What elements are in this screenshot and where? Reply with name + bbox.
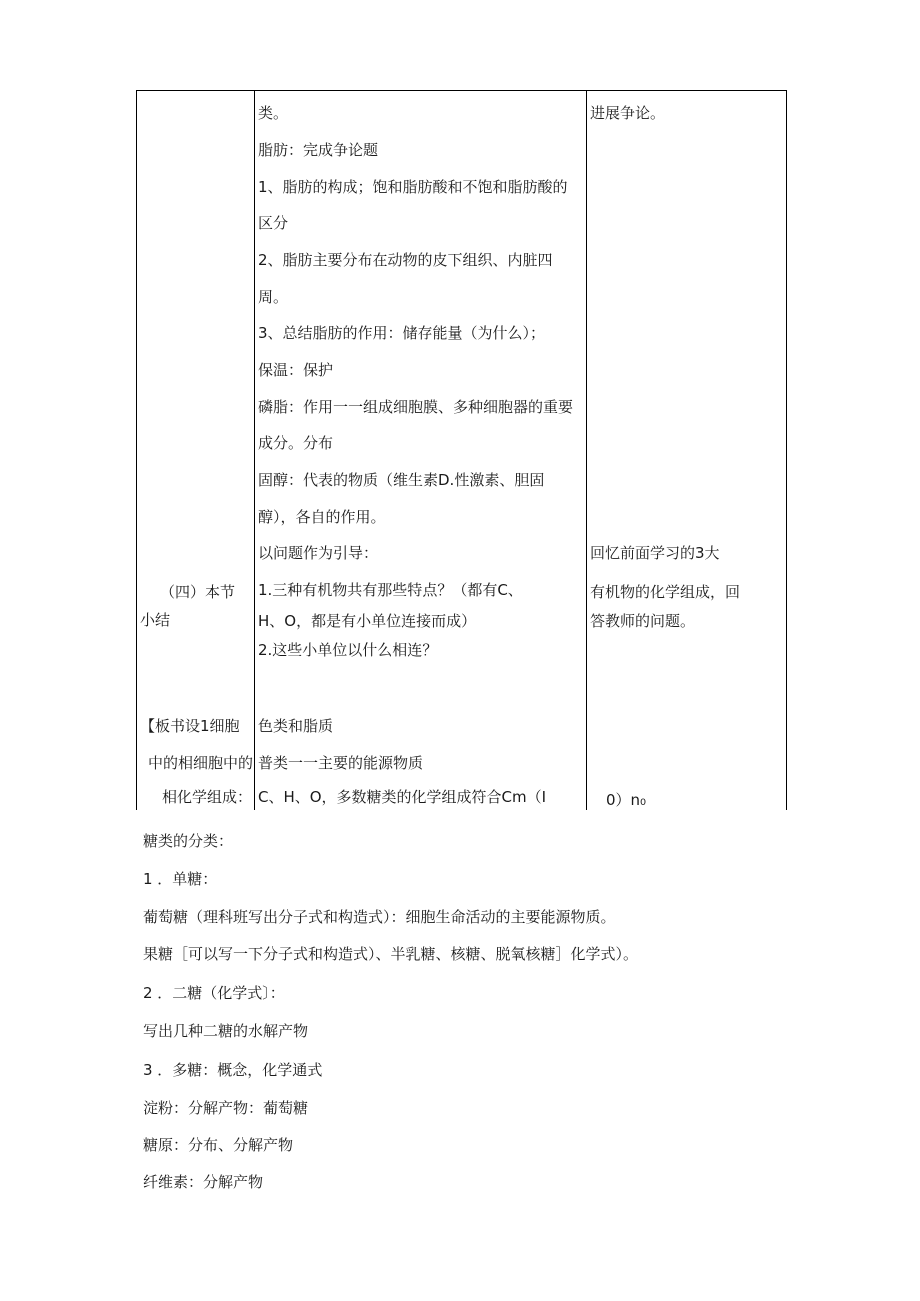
- paragraph: 写出几种二糖的水解产物: [143, 1022, 309, 1040]
- paragraph: 2 ．二糖（化学式〕：: [143, 984, 285, 1002]
- left-line: 相化学组成：: [162, 788, 253, 806]
- middle-line: 2、脂肪主要分布在动物的皮下组织、内脏四: [258, 251, 553, 269]
- paragraph: 糖类的分类：: [143, 832, 234, 850]
- middle-line: 成分。分布: [258, 434, 334, 452]
- paragraph: 葡萄糖（理科班写出分子式和构造式）：细胞生命活动的主要能源物质。: [143, 908, 616, 926]
- middle-line: 类。: [258, 104, 289, 122]
- right-line: 0）n₀: [606, 791, 647, 809]
- middle-line: 2.这些小单位以什么相连？: [258, 641, 438, 659]
- left-line: 【板书设1细胞: [140, 717, 240, 735]
- left-line: （四）本节: [160, 583, 236, 601]
- middle-line: 1、脂肪的构成；饱和脂肪酸和不饱和脂肪酸的: [258, 178, 568, 196]
- table-right-border: [786, 90, 787, 810]
- table-col-divider-1: [254, 90, 255, 810]
- middle-line: 周。: [258, 288, 289, 306]
- paragraph: 纤维素：分解产物: [143, 1173, 264, 1191]
- middle-line: 普类一一主要的能源物质: [258, 754, 424, 772]
- middle-line: 保温：保护: [258, 361, 334, 379]
- table-left-border: [136, 90, 137, 810]
- middle-line: 脂肪：完成争论题: [258, 141, 379, 159]
- middle-line: 磷脂：作用一一组成细胞膜、多种细胞器的重要: [258, 398, 574, 416]
- paragraph: 糖原：分布、分解产物: [143, 1136, 294, 1154]
- middle-line: 以问题作为引导：: [258, 544, 379, 562]
- right-line: 答教师的问题。: [590, 612, 696, 630]
- middle-line: 3、总结脂肪的作用：储存能量（为什么）；: [258, 324, 546, 342]
- right-line: 有机物的化学组成，回: [590, 583, 741, 601]
- right-line: 进展争论。: [590, 104, 666, 122]
- middle-line: 固醇：代表的物质（维生素D.性激素、胆固: [258, 471, 545, 489]
- middle-line: 区分: [258, 214, 289, 232]
- paragraph: 淀粉：分解产物：葡萄糖: [143, 1099, 309, 1117]
- paragraph: 3 ．多糖：概念，化学通式: [143, 1061, 323, 1079]
- left-line: 小结: [140, 611, 171, 629]
- paragraph: 1 ．单糖：: [143, 870, 218, 888]
- left-line: 中的相细胞中的: [148, 754, 254, 772]
- table-top-border: [136, 90, 787, 91]
- paragraph: 果糖［可以写一下分子式和构造式）、半乳糖、核糖、脱氧核糖］化学式）。: [143, 945, 639, 963]
- table-col-divider-2: [586, 90, 587, 810]
- right-line: 回忆前面学习的3大: [590, 544, 720, 562]
- middle-line: H、O，都是有小单位连接而成）: [258, 612, 477, 630]
- middle-line: 醇），各自的作用。: [258, 508, 386, 526]
- middle-line: C、H、O，多数糖类的化学组成符合Cm（I: [258, 788, 547, 806]
- middle-line: 色类和脂质: [258, 717, 334, 735]
- middle-line: 1.三种有机物共有那些特点？（都有C、: [258, 581, 523, 599]
